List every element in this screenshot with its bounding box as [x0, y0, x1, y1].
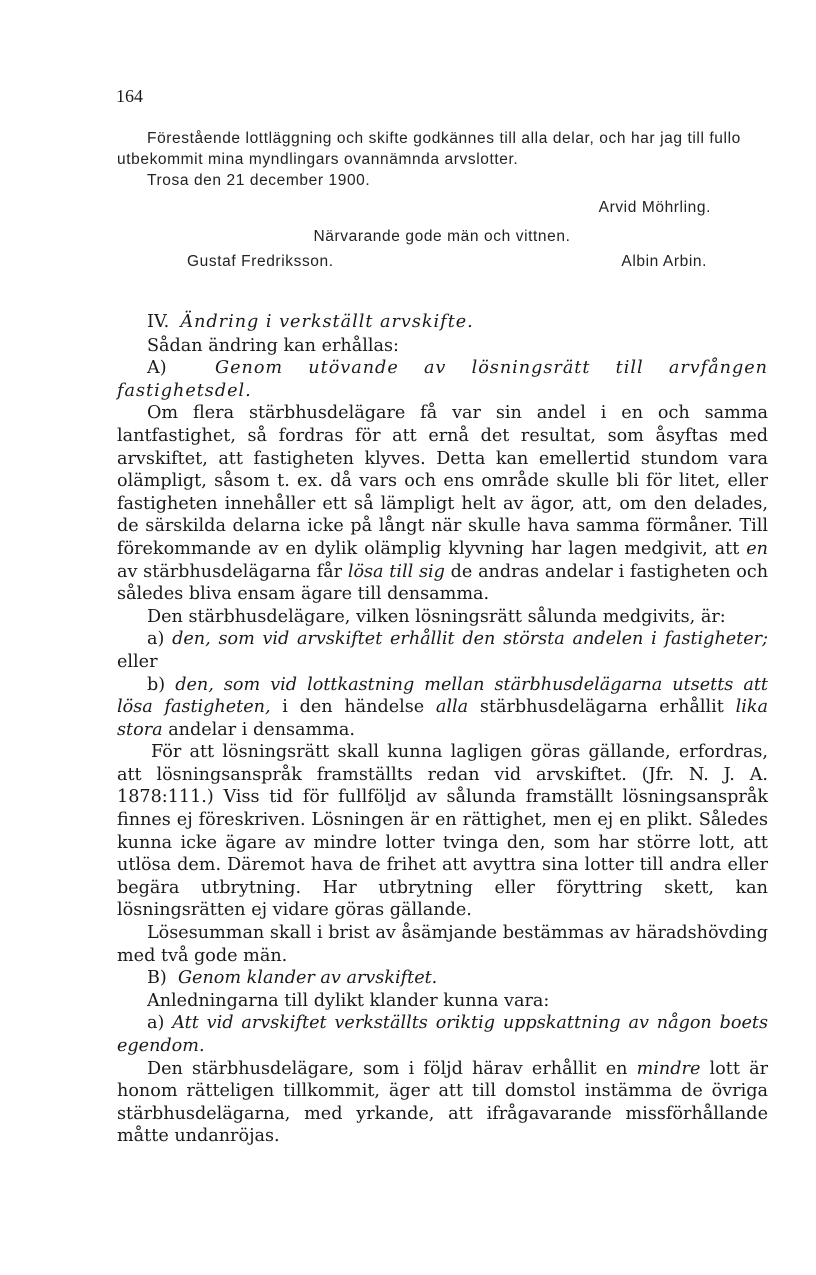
paragraph-6-emphasis: mindre [636, 1058, 701, 1079]
paragraph-1-text: Om flera stärbhusdelägare få var sin andel i en och samma lantfastighet, så fordras för att ernå det resultat, som åsyftas med arvskiftet, att fastigheten klyves. Detta kan emellertid stundom vara olämpligt, såsom t. ex. då vars och ens område skulle bli för litet, eller fastigheten innehåller ett så lämpligt helt av ägor, att, om den delades, de särskilda delarna icke på långt när skulle hava samma förmåner. Till förekommande av en dylik olämplig klyvning har lagen medgivit, att [117, 403, 768, 559]
paragraph-6 [117, 1058, 768, 1148]
paragraph-1-emphasis-2: lösa till sig [347, 561, 445, 582]
page-number: 164 [116, 86, 143, 106]
paragraph-6-end: lott är honom rätteligen tillkommit, äger att till domstol instämma de övriga stärbhusdelägarna, med yrkande, att ifrågavarande missförhållande måtte undanröjas. [117, 1058, 768, 1147]
list-item-c [117, 1012, 768, 1057]
list-item-c-label: a) [147, 1013, 165, 1034]
witness-row [117, 251, 767, 272]
list-item-a-emphasis: den, som vid arvskiftet erhållit den största andelen i fastigheter; [172, 629, 769, 650]
list-item-a-label: a) [147, 629, 165, 650]
list-item-b-emphasis-3: lika stora [117, 697, 768, 740]
witness-left: Gustaf Fredriksson. [187, 253, 334, 270]
subsection-a-heading [117, 357, 768, 402]
list-item-c-emphasis: Att vid arvskiftet verkställts oriktig uppskattning av någon boets egendom. [117, 1013, 769, 1056]
paragraph-1-middle: av stärbhusdelägarna får [117, 561, 343, 582]
main-text [117, 311, 768, 1148]
paragraph-3: För att lösningsrätt skall kunna lagligen göras gällande, erfordras, att lösningsanspråk framställts redan vid arvskiftet. (Jfr. N. J. A. 1878:111.) Viss tid för fullföljd av sålunda framställt lösningsanspråk finnes ej föreskriven. Lösningen är en rättighet, men ej en plikt. Således kunna icke ägare av mindre lotter tvinga den, som har större lott, att utlösa dem. Däremot hava de frihet att avyttra sina lotter till andra eller begära utbrytning. Har utbrytning eller föryttring skett, kan lösningsrätten ej vidare göras gällande. [117, 742, 768, 921]
list-item-b-emphasis-2: alla [435, 697, 469, 718]
list-item-b [117, 674, 768, 742]
witness-right: Albin Arbin. [621, 253, 707, 270]
subsection-b-title: Genom klander av arvskiftet. [177, 968, 438, 989]
section-heading [117, 311, 768, 334]
closing-block [117, 128, 767, 272]
paragraph-1-end: de andras andelar i fastigheten och således bliva ensam ägare till densamma. [117, 561, 769, 605]
section-number: IV. [147, 312, 170, 332]
list-item-a [117, 628, 768, 673]
witnesses-label: Närvarande gode män och vittnen. [313, 228, 571, 245]
section-title: Ändring i verkställt arvskifte. [180, 312, 474, 332]
signer-name: Arvid Möhrling. [598, 199, 711, 216]
list-item-b-middle-2: stärbhusdelägarna erhållit [479, 697, 724, 718]
paragraph-2: Den stärbhusdelägare, vilken lösningsrätt sålunda medgivits, är: [147, 606, 726, 627]
place-date: Trosa den 21 december 1900. [147, 172, 371, 189]
paragraph-5: Anledningarna till dylikt klander kunna vara: [147, 990, 550, 1011]
subsection-a-label: A) [147, 358, 167, 379]
subsection-a-title: Genom utövande av lösningsrätt till arvfången fastighetsdel. [117, 358, 769, 401]
paragraph-4: Lösesumman skall i brist av åsämjande bestämmas av häradshövding med två gode män. [117, 923, 768, 966]
list-item-a-end: eller [117, 651, 158, 672]
list-item-b-end: andelar i densamma. [168, 719, 355, 740]
list-item-b-emphasis: den, som vid lottkastning mellan stärbhusdelägarna utsetts att lösa fastigheten, [117, 674, 769, 718]
list-item-b-middle: i den händelse [282, 697, 425, 718]
approval-statement: Förestående lottläggning och skifte godkännes till alla delar, och har jag till fullo utbekommit mina myndlingars ovannämnda arvslotter. [117, 130, 741, 168]
section-intro: Sådan ändring kan erhållas: [147, 335, 399, 356]
paragraph-1 [117, 402, 768, 605]
paragraph-1-emphasis-1: en [746, 538, 769, 559]
subsection-b-heading [117, 967, 768, 990]
list-item-b-label: b) [147, 674, 166, 695]
subsection-b-label: B) [147, 968, 167, 989]
paragraph-6-start: Den stärbhusdelägare, som i följd härav erhållit en [147, 1058, 628, 1079]
